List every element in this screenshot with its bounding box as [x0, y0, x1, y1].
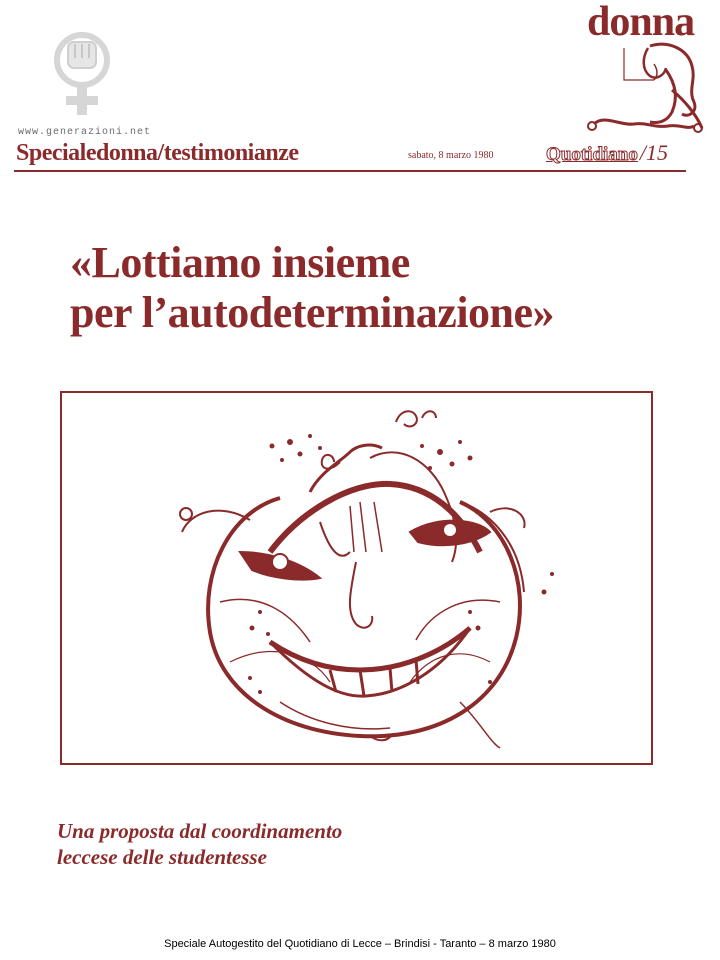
headline-line-2: per l’autodeterminazione»	[70, 288, 555, 337]
grinning-face-illustration-icon	[160, 402, 560, 752]
donna-masthead-word: donna	[587, 0, 695, 45]
website-url: www.generazioni.net	[18, 127, 152, 138]
issue-date: sabato, 8 marzo 1980	[408, 150, 494, 161]
footer-caption: Speciale Autogestito del Quotidiano di Lecce – Brindisi - Taranto – 8 marzo 1980	[164, 938, 556, 950]
header-rule	[14, 170, 686, 172]
subtitle-line-2: leccese delle studentesse	[57, 845, 267, 869]
page-number: /15	[639, 140, 668, 165]
newspaper-masthead	[546, 140, 668, 165]
newspaper-name: Quotidiano	[546, 144, 638, 165]
article-subtitle	[57, 818, 457, 870]
headline-line-1: «Lottiamo insieme	[70, 238, 410, 287]
subtitle-line-1: Una proposta dal coordinamento	[57, 819, 343, 843]
article-headline	[70, 238, 690, 338]
woman-portrait-illustration-icon	[584, 40, 708, 136]
section-title: Specialedonna/testimonianze	[16, 140, 299, 166]
feminist-fist-logo-icon	[46, 26, 118, 122]
